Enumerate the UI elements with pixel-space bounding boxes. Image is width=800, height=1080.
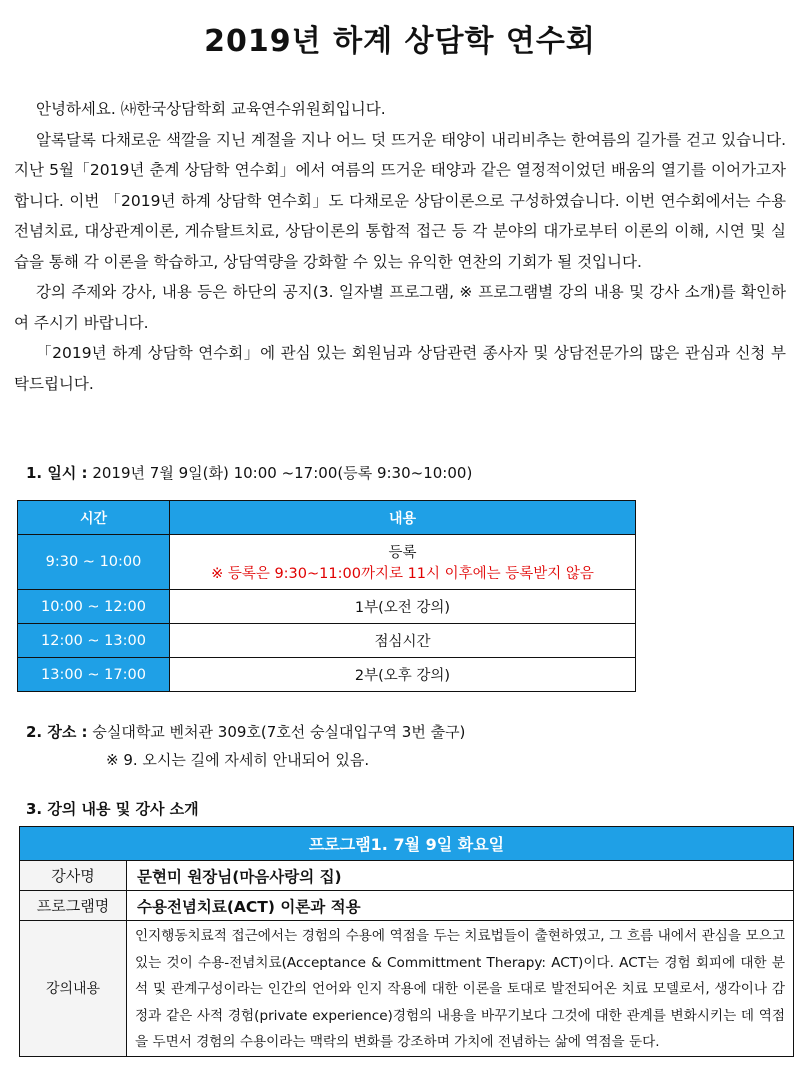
schedule-content [170,535,636,590]
schedule-header-content: 내용 [170,501,636,535]
instructor-name: 문현미 원장님(마음사랑의 집) [127,861,794,891]
schedule-content: 점심시간 [170,624,636,658]
schedule-time: 12:00 ~ 13:00 [18,624,170,658]
section-date [26,462,472,483]
schedule-header-time: 시간 [18,501,170,535]
program-row [20,861,794,891]
section-program-label: 3. 강의 내용 및 강사 소개 [26,800,199,818]
section-program [26,798,199,819]
program-name: 수용전념치료(ACT) 이론과 적용 [127,891,794,921]
schedule-row [18,535,636,590]
program-table [19,826,794,1057]
schedule-row [18,590,636,624]
schedule-row [18,658,636,692]
section-place-line [26,718,465,746]
section-date-text: 2019년 7월 9일(화) 10:00 ~17:00(등록 9:30~10:00) [92,464,473,482]
schedule-content: 2부(오후 강의) [170,658,636,692]
schedule-table [17,500,636,692]
program-header-row [20,827,794,861]
intro-paragraph: 알록달록 다채로운 색깔을 지닌 계절을 지나 어느 덧 뜨거운 태양이 내리비추는 한여름의 길가를 걷고 있습니다. 지난 5월「2019년 춘계 상담학 연수회」에서 여름의 뜨거운 태양과 같은 열정적이었던 배움의 열기를 이어가고자 합니다. 이번 「2019년 하계 상담학 연수회」도 다채로운 상담이론으로 구성하였습니다. 이번 연수회에서는 수용전념치료, 대상관계이론, 게슈탈트치료, 상담이론의 통합적 접근 등 각 분야의 대가로부터 이론의 이해, 시연 및 실습을 통해 각 이론을 학습하고, 상담역량을 강화할 수 있는 유익한 연찬의 기회가 될 것입니다. [14,130,786,271]
intro-paragraph: 「2019년 하계 상담학 연수회」에 관심 있는 회원님과 상담관련 종사자 및 상담전문가의 많은 관심과 신청 부탁드립니다. [14,344,786,393]
program-name-label: 프로그램명 [20,891,127,921]
program-row [20,891,794,921]
schedule-content: 1부(오전 강의) [170,590,636,624]
schedule-time: 10:00 ~ 12:00 [18,590,170,624]
section-place-label: 2. 장소 : [26,723,88,741]
schedule-time: 13:00 ~ 17:00 [18,658,170,692]
intro-paragraph: 강의 주제와 강사, 내용 등은 하단의 공지(3. 일자별 프로그램, ※ 프로그램별 강의 내용 및 강사 소개)를 확인하여 주시기 바랍니다. [14,283,786,332]
schedule-header-row [18,501,636,535]
lecture-content: 인지행동치료적 접근에서는 경험의 수용에 역점을 두는 치료법들이 출현하였고, 그 흐름 내에서 관심을 모으고 있는 것이 수용-전념치료(Acceptance & Committment Therapy: ACT)이다. ACT는 경험 회피에 대한 분석 및 관계구성이라는 인간의 언어와 인지 작용에 대한 이론을 토대로 발전되어온 치료 모델로서, 생각이나 감정과 같은 사적 경험(private experience)경험의 내용을 바꾸기보다 그것에 대한 관계를 변화시키는 데 역점을 두면서 경험의 수용이라는 맥락의 변화를 강조하며 가치에 전념하는 삶에 역점을 둔다. [127,921,794,1057]
schedule-content-text: 등록 [388,545,417,561]
section-place-note: ※ 9. 오시는 길에 자세히 안내되어 있음. [106,751,370,769]
content-label: 강의내용 [20,921,127,1057]
section-date-label: 1. 일시 : [26,464,88,482]
section-place-text: 숭실대학교 벤처관 309호(7호선 숭실대입구역 3번 출구) [92,723,466,741]
section-place [26,718,465,774]
instructor-label: 강사명 [20,861,127,891]
schedule-time: 9:30 ~ 10:00 [18,535,170,590]
intro-text [14,94,786,399]
program-header: 프로그램1. 7월 9일 화요일 [20,827,794,861]
program-row [20,921,794,1057]
schedule-row [18,624,636,658]
registration-note: ※ 등록은 9:30~11:00까지로 11시 이후에는 등록받지 않음 [211,566,594,582]
intro-paragraph: 안녕하세요. ㈔한국상담학회 교육연수위원회입니다. [36,100,386,118]
page-title: 2019년 하계 상담학 연수회 [204,24,596,59]
